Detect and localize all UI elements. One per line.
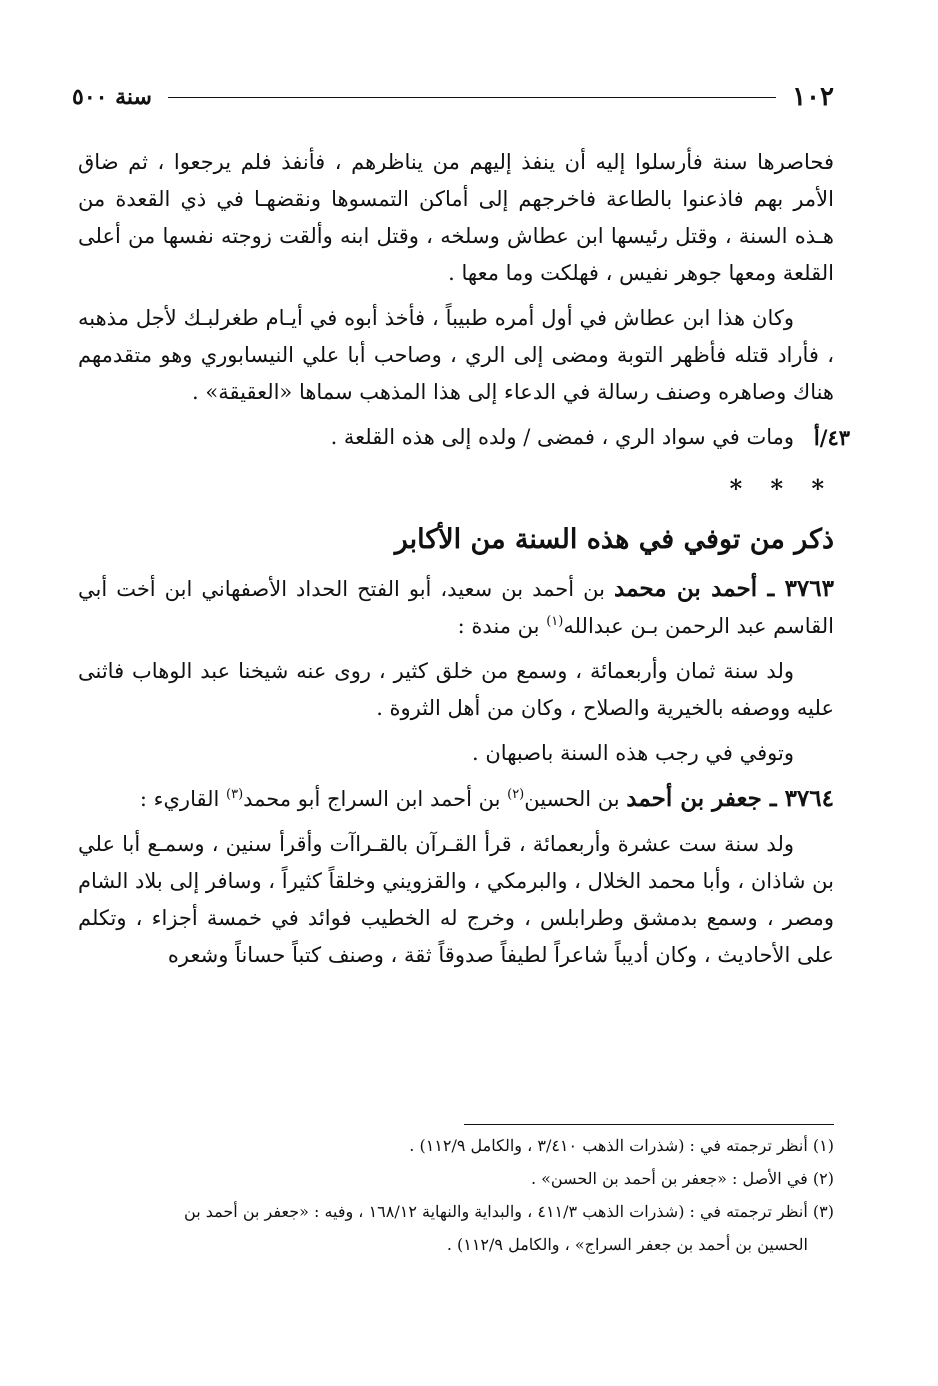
footnote-ref-2: (٢) bbox=[507, 787, 525, 802]
entry-3763-heading bbox=[78, 570, 834, 645]
paragraph-1: فحاصرها سنة فأرسلوا إليه أن ينفذ إليهم من يناظرهم ، فأنفذ فلم يرجعوا ، ثم ضاق الأمر بهم فاذعنوا بالطاعة فاخرجهم إلى أماكن التمسوها ونقضهـا في ذي القعدة من هـذه السنة ، وقتل رئيسها ابن عطاش وسلخه ، وقتل ابنه وألقت زوجته نفسها من أعلى القلعة ومعها جوهر نفيس ، فهلكت وما معها . bbox=[78, 150, 834, 285]
footnote-ref-1: (١) bbox=[546, 614, 564, 629]
entry-3764-lineage-mid: بن أحمد ابن السراج أبو محمد bbox=[243, 787, 508, 811]
entry-3764-heading bbox=[78, 780, 834, 818]
running-title: سنة ٥٠٠ bbox=[72, 84, 152, 110]
section-heading: ذكر من توفي في هذه السنة من الأكابر bbox=[394, 524, 834, 555]
paragraph-2: وكان هذا ابن عطاش في أول أمره طبيباً ، فأخذ أبوه في أيـام طغرلبـك لأجل مذهبه ، فأراد قتله فأظهر التوبة ومضى إلى الري ، وصاحب أبا علي النيسابوري وهو متقدمهم هناك وصاهره وصنف رسالة في الدعاء إلى هذا المذهب سماها «العقيقة» . bbox=[78, 306, 834, 404]
page-number: ١٠٢ bbox=[792, 82, 834, 112]
entry-3763-paragraph-1: ولد سنة ثمان وأربعمائة ، وسمع من خلق كثير ، روى عنه شيخنا عبد الوهاب فاثنى عليه ووصفه بالخيرية والصلاح ، وكان من أهل الثروة . bbox=[78, 659, 834, 720]
entry-3764-lineage: بن الحسين bbox=[524, 787, 627, 811]
footnote-3-continued: الحسين بن أحمد بن جعفر السراج» ، والكامل ١١٢/٩) . bbox=[446, 1235, 808, 1254]
running-header bbox=[72, 82, 834, 112]
entry-3764-lineage-end: القاريء : bbox=[139, 787, 226, 811]
entry-3764-paragraph-1: ولد سنة ست عشرة وأربعمائة ، قرأ القـرآن بالقـراآت وأقرأ سنين ، وسمـع أبا علي بن شاذان ، وأبا محمد الخلال ، والبرمكي ، والقزويني وخلقاً كثيراً ، وسافر إلى بلاد الشام ومصر ، وسمع بدمشق وطرابلس ، وخرج له الخطيب فوائد في خمسة أجزاء ، وتكلم على الأحاديث ، وكان أديباً شاعراً لطيفاً صدوقاً ثقة ، وصنف كتباً حساناً وشعره bbox=[78, 832, 834, 967]
footnote-ref-3: (٣) bbox=[226, 787, 244, 802]
main-text bbox=[78, 144, 850, 982]
footnote-1: (١) أنظر ترجمته في : (شذرات الذهب ٣/٤١٠ ، والكامل ١١٢/٩) . bbox=[409, 1136, 834, 1155]
folio-line-text: ومات في سواد الري ، فمضى / ولده إلى هذه القلعة . bbox=[330, 425, 794, 449]
header-rule bbox=[168, 97, 776, 98]
entry-3763-lineage-end: بن مندة : bbox=[457, 614, 547, 638]
entry-3763-paragraph-2: وتوفي في رجب هذه السنة باصبهان . bbox=[472, 741, 794, 765]
footnote-2: (٢) في الأصل : «جعفر بن أحمد بن الحسن» . bbox=[530, 1169, 834, 1188]
folio-line bbox=[78, 419, 850, 456]
entry-3764-name: ٣٧٦٤ ـ جعفر بن أحمد bbox=[626, 785, 834, 812]
footnotes bbox=[78, 1130, 834, 1262]
footnote-rule bbox=[464, 1124, 834, 1125]
entry-3763-name: ٣٧٦٣ ـ أحمد بن محمد bbox=[614, 575, 834, 602]
folio-marker: ٤٣/أ bbox=[813, 425, 850, 450]
entry-3763-lineage: بن أحمد بن سعيد، أبو الفتح الحداد الأصفهاني ابن أخت أبي القاسم عبد الرحمن بـن عبدالله bbox=[78, 577, 834, 638]
footnote-3: (٣) أنظر ترجمته في : (شذرات الذهب ٤١١/٣ ، والبداية والنهاية ١٦٨/١٢ ، وفيه : «جعفر بن أحمد بن bbox=[184, 1202, 834, 1221]
section-separator: * * * bbox=[729, 474, 834, 503]
